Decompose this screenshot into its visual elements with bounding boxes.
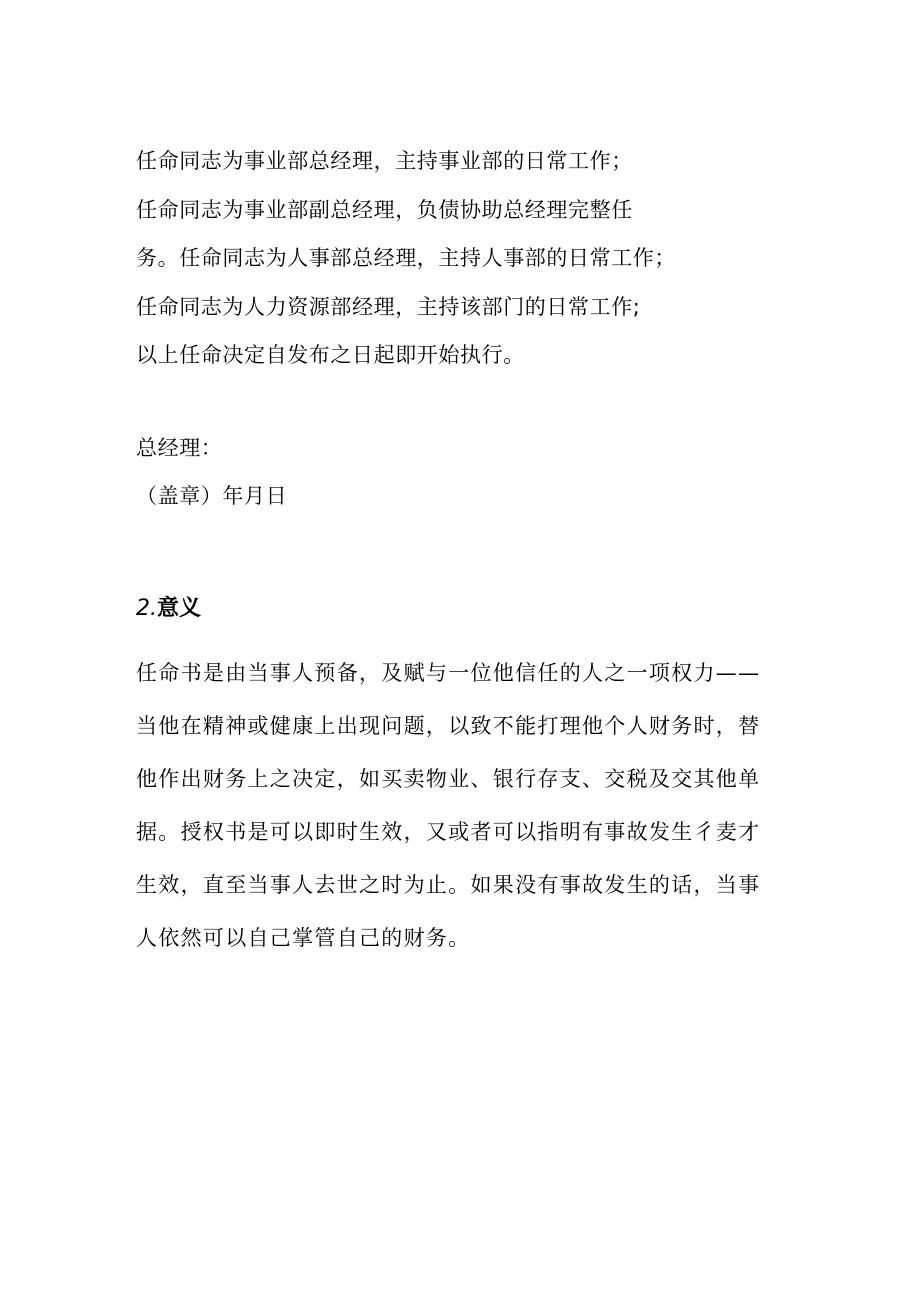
meaning-paragraph (136, 647, 796, 965)
seal-date-line: （盖章）年月日 (136, 484, 288, 508)
meaning-line: 生效，直至当事人去世之时为止。如果没有事故发生的话，当事 (136, 873, 761, 897)
appointment-paragraph (136, 137, 796, 380)
meaning-line: 他作出财务上之决定，如买卖物业、银行存支、交税及交其他单 (136, 767, 761, 791)
meaning-line: 当他在精神或健康上出现问题，以致不能打理他个人财务时，替 (136, 714, 761, 738)
appointment-line: 任命同志为人力资源部经理，主持该部门的日常工作; (136, 294, 641, 319)
manager-signature-label: 总经理： (136, 436, 223, 460)
section-title: 意义 (157, 596, 202, 621)
appointment-line: 任命同志为事业部总经理，主持事业部的日常工作； (136, 149, 633, 173)
appointment-line: 任命同志为事业部副总经理，负债协助总经理完整任 (136, 197, 633, 222)
signature-block (136, 424, 796, 520)
section-number: 2. (136, 596, 157, 621)
section-heading (136, 587, 201, 631)
meaning-line: 任命书是由当事人预备，及赋与一位他信任的人之一项权力—— (136, 661, 761, 685)
appointment-line: 以上任命决定自发布之日起即开始执行。 (136, 343, 525, 367)
meaning-line: 人依然可以自己掌管自己的财务。 (136, 926, 471, 950)
appointment-line: 务。任命同志为人事部总经理，主持人事部的日常工作； (136, 246, 676, 270)
meaning-line: 据。授权书是可以即时生效，又或者可以指明有事故发生彳麦才 (136, 820, 761, 844)
